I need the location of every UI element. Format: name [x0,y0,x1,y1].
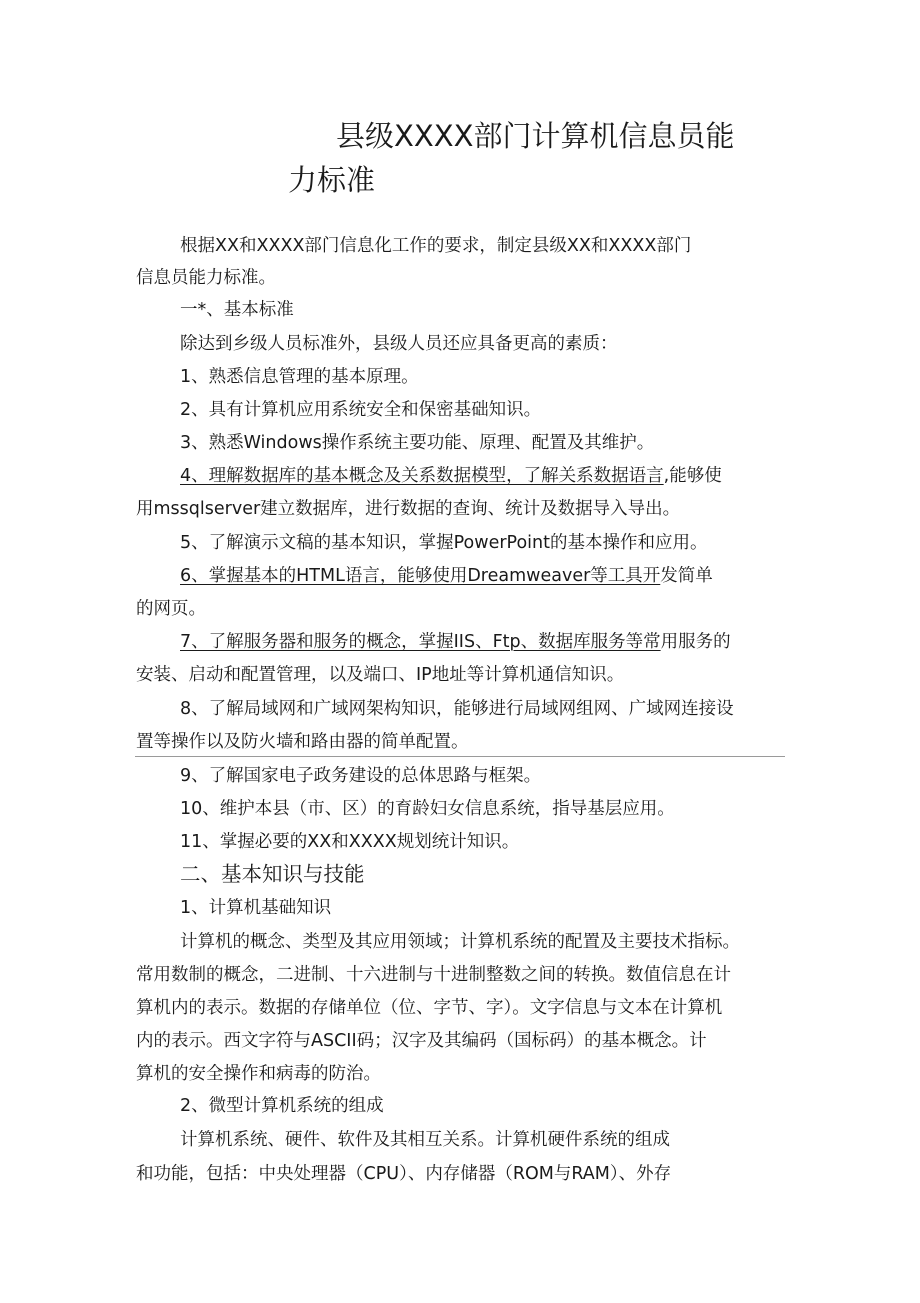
item6-rest-text: 发简单 [660,566,713,586]
subsection1-line4: 内的表示。西文字符与ASCII码；汉字及其编码（国标码）的基本概念。计 [136,1031,707,1051]
intro-line1: 根据XX和XXXX部门信息化工作的要求，制定县级XX和XXXX部门 [180,236,692,256]
subsection1-line2: 常用数制的概念，二进制、十六进制与十进制整数之间的转换。数值信息在计 [136,965,731,985]
item4-underlined-text: 4、理解数据库的基本概念及关系数据模型，了解关系数据语言 [180,466,664,486]
item4-rest-text: ,能够使 [663,466,722,486]
subsection2-heading: 2、微型计算机系统的组成 [180,1096,384,1116]
list-item-4-line2: 用mssqlserver建立数据库，进行数据的查询、统计及数据导入导出。 [136,499,681,519]
section2-heading: 二、基本知识与技能 [180,862,365,886]
list-item-10: 10、维护本县（市、区）的育龄妇女信息系统，指导基层应用。 [180,799,675,819]
list-item-9: 9、了解国家电子政务建设的总体思路与框架。 [180,766,542,786]
list-item-5: 5、了解演示文稿的基本知识，掌握PowerPoint的基本操作和应用。 [180,533,708,553]
list-item-3: 3、熟悉Windows操作系统主要功能、原理、配置及其维护。 [180,433,655,453]
document-title-line1: 县级XXXX部门计算机信息员能 [336,119,735,153]
section1-lead: 除达到乡级人员标准外，县级人员还应具备更高的素质： [180,334,618,354]
subsection1-line1: 计算机的概念、类型及其应用领域；计算机系统的配置及主要技术指标。 [180,932,740,952]
list-item-8-line1: 8、了解局域网和广域网架构知识，能够进行局域网组网、广域网连接设 [180,699,734,719]
list-item-8-line2: 置等操作以及防火墙和路由器的简单配置。 [136,732,469,752]
list-item-4-line1 [180,464,722,488]
subsection1-line5: 算机的安全操作和病毒的防治。 [136,1064,381,1084]
list-item-1: 1、熟悉信息管理的基本原理。 [180,367,419,387]
item7-underlined-text: 7、了解服务器和服务的概念，掌握IIS、Ftp、数据库服务等常 [180,632,661,652]
item6-underlined-text: 6、掌握基本的HTML语言，能够使用Dreamweaver等工具开 [180,566,661,586]
item7-rest-text: 用服务的 [660,632,731,652]
list-item-7-line2: 安装、启动和配置管理，以及端口、IP地址等计算机通信知识。 [136,665,625,685]
list-item-2: 2、具有计算机应用系统安全和保密基础知识。 [180,400,542,420]
document-title-line2: 力标准 [288,163,376,197]
subsection2-line1: 计算机系统、硬件、软件及其相互关系。计算机硬件系统的组成 [180,1130,670,1150]
intro-line2: 信息员能力标准。 [136,268,276,288]
subsection1-heading: 1、计算机基础知识 [180,898,332,918]
list-item-6-line2: 的网页。 [136,599,206,619]
subsection2-line2: 和功能，包括：中央处理器（CPU）、内存储器（ROM与RAM）、外存 [136,1164,672,1184]
list-item-11: 11、掌握必要的XX和XXXX规划统计知识。 [180,832,520,852]
subsection1-line3: 算机内的表示。数据的存储单位（位、字节、字）。文字信息与文本在计算机 [136,998,723,1018]
section-divider-rule [135,756,785,757]
list-item-7-line1 [180,630,731,654]
section1-heading: 一*、基本标准 [180,300,294,320]
list-item-6-line1 [180,564,713,588]
